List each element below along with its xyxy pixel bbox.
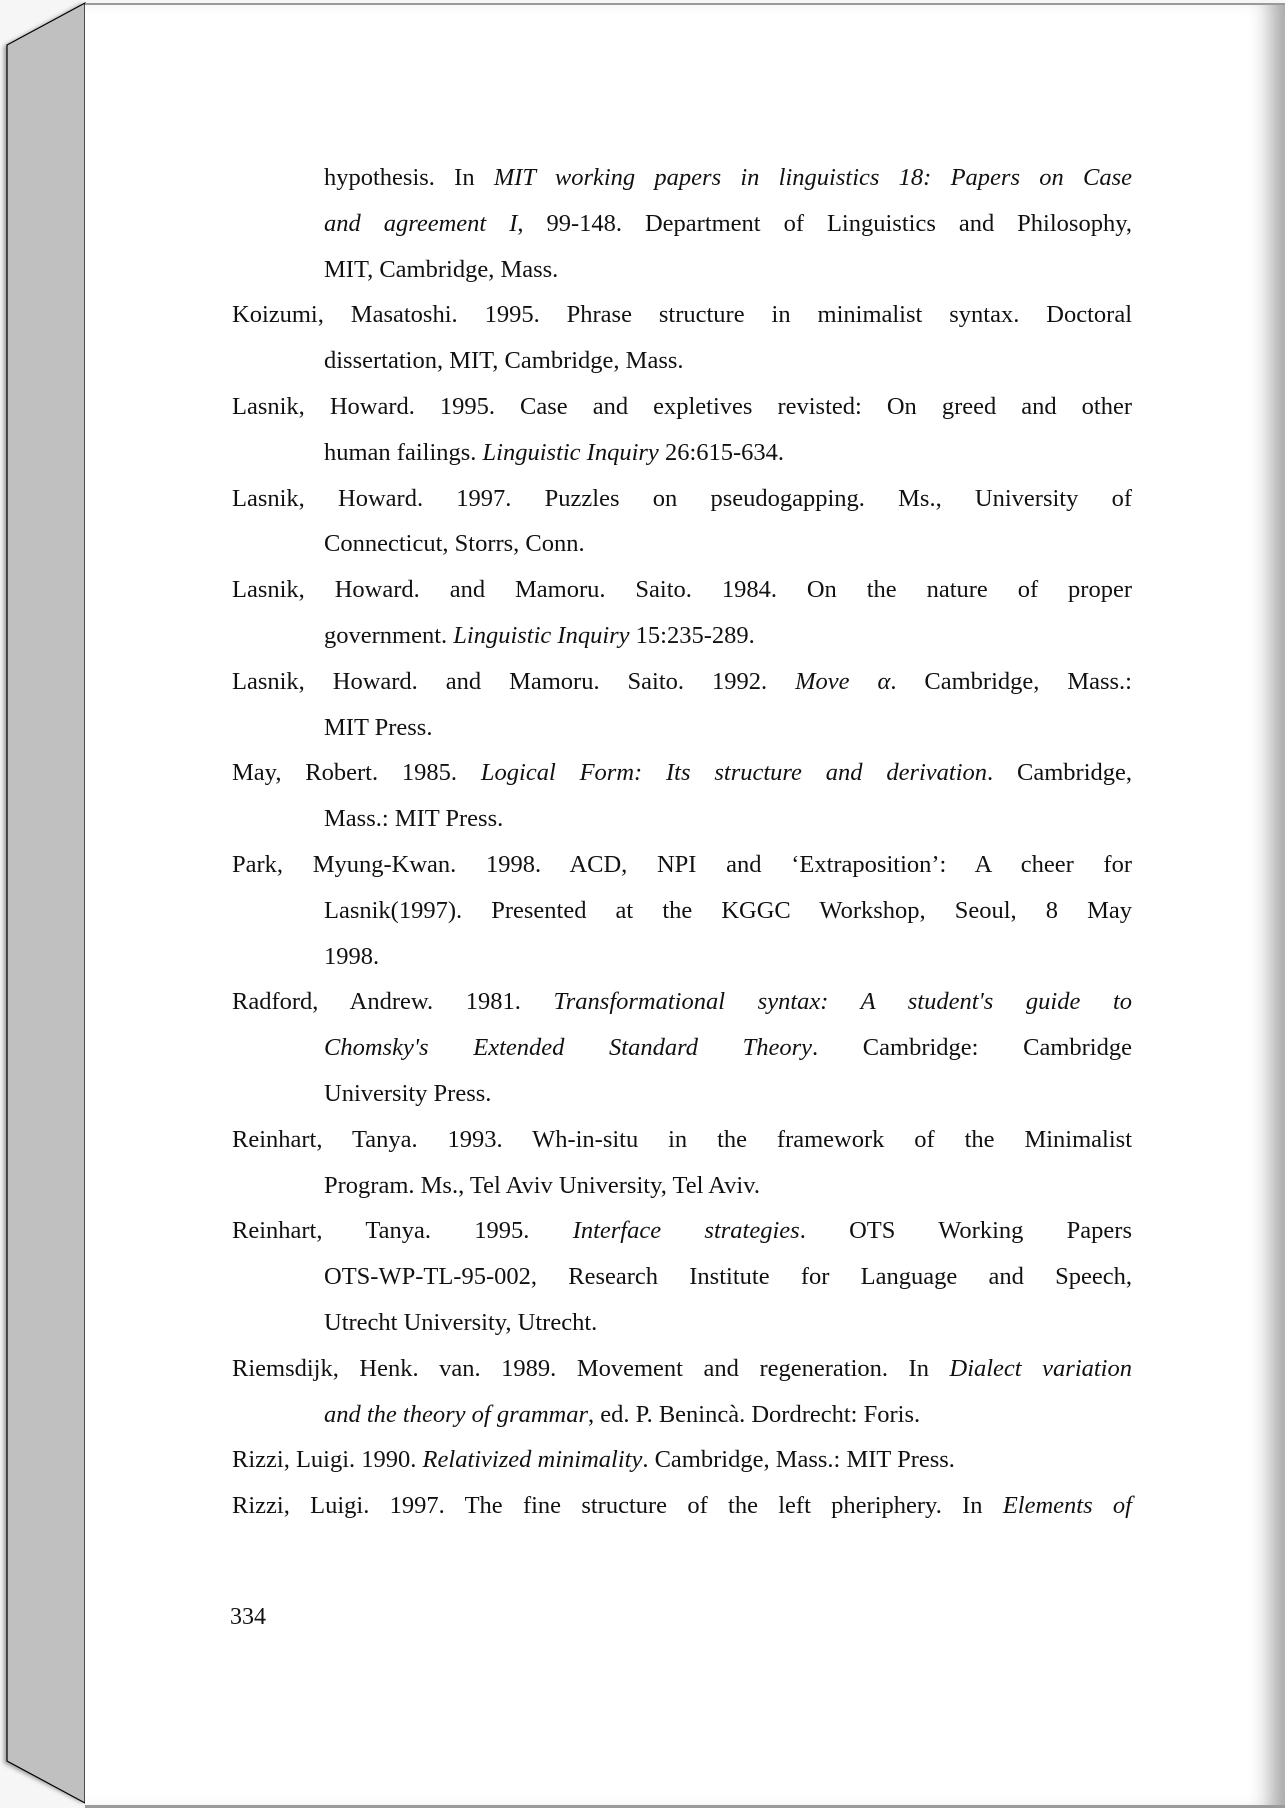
text-segment: Radford, Andrew. 1981. [232, 988, 554, 1016]
text-segment: Riemsdijk, Henk. van. 1989. Movement and regeneration. In [232, 1354, 950, 1382]
text-segment: May, Robert. 1985. [232, 759, 481, 787]
reference-line [232, 292, 1132, 338]
italic-title: Interface strategies [572, 1217, 800, 1245]
reference-entry [232, 979, 1132, 1116]
reference-line [324, 888, 1132, 934]
text-segment: Park, Myung-Kwan. 1998. ACD, NPI and ‘Extraposition’: A cheer for [232, 850, 1132, 878]
text-segment: MIT, Cambridge, Mass. [324, 255, 559, 283]
text-segment: . Cambridge: Cambridge [812, 1034, 1132, 1062]
italic-title: MIT working papers in linguistics 18: Papers on Case [493, 164, 1132, 191]
text-segment: Rizzi, Luigi. 1990. [232, 1446, 423, 1474]
text-segment: , 99-148. Department of Linguistics and Philosophy, [517, 209, 1132, 237]
reference-list [232, 155, 1132, 1529]
reference-line [324, 247, 1132, 293]
text-segment: human failings. [324, 438, 483, 466]
reference-line [324, 1025, 1132, 1071]
italic-title: Chomsky's Extended Standard Theory [324, 1034, 813, 1062]
reference-line [232, 842, 1132, 888]
reference-entry [232, 659, 1132, 751]
italic-title: Relativized minimality [422, 1446, 643, 1474]
italic-title: Logical Form: Its structure and derivation [480, 759, 988, 787]
text-segment: , ed. P. Benincà. Dordrecht: Foris. [588, 1400, 921, 1428]
reference-line [232, 750, 1132, 796]
text-segment: Rizzi, Luigi. 1997. The fine structure of the left pheriphery. In [232, 1492, 1003, 1520]
italic-title: and the theory of grammar [324, 1400, 589, 1428]
reference-entry [232, 292, 1132, 384]
text-segment: Utrecht University, Utrecht. [324, 1308, 598, 1336]
reference-entry [232, 842, 1132, 979]
text-segment: 26:615-634. [658, 438, 785, 466]
reference-entry [232, 155, 1132, 292]
reference-line [232, 384, 1132, 430]
text-segment: 15:235-289. [629, 621, 755, 649]
italic-title: Linguistic Inquiry [453, 621, 630, 649]
reference-line [232, 1208, 1132, 1254]
reference-line [232, 476, 1132, 522]
reference-line [232, 659, 1132, 705]
text-segment: . Cambridge, Mass.: MIT Press. [642, 1446, 955, 1474]
reference-line [324, 705, 1132, 751]
text-segment: MIT Press. [324, 713, 433, 741]
reference-line [324, 796, 1132, 842]
text-segment: Mass.: MIT Press. [324, 805, 504, 833]
text-segment: Connecticut, Storrs, Conn. [324, 530, 585, 558]
reference-line [324, 338, 1132, 384]
reference-entry [232, 1483, 1132, 1529]
reference-line [324, 201, 1132, 247]
page-number: 334 [230, 1604, 266, 1630]
text-segment: Lasnik, Howard. 1997. Puzzles on pseudogapping. Ms., University of [232, 484, 1132, 512]
reference-line [324, 1254, 1132, 1300]
reference-line [324, 1163, 1132, 1209]
text-segment: Reinhart, Tanya. 1993. Wh-in-situ in the framework of the Minimalist [232, 1125, 1132, 1153]
reference-entry [232, 476, 1132, 568]
reference-line [324, 934, 1132, 980]
text-segment: . Cambridge, Mass.: [890, 667, 1132, 695]
text-segment: dissertation, MIT, Cambridge, Mass. [324, 347, 684, 375]
text-segment: University Press. [324, 1079, 492, 1107]
text-segment: . Cambridge, [987, 759, 1132, 787]
text-segment: Lasnik, Howard. 1995. Case and expletives revisted: On greed and other [232, 392, 1132, 420]
text-segment: Program. Ms., Tel Aviv University, Tel Aviv. [324, 1171, 760, 1199]
reference-entry [232, 567, 1132, 659]
reference-line [232, 1483, 1132, 1529]
italic-title: and agreement I [324, 209, 518, 237]
italic-title: Transformational syntax: A student's guide to [553, 988, 1132, 1016]
reference-line [232, 567, 1132, 613]
text-segment: 1998. [324, 942, 380, 970]
reference-line [324, 430, 1132, 476]
text-segment: government. [324, 621, 454, 649]
text-segment: Reinhart, Tanya. 1995. [232, 1217, 573, 1245]
reference-line [324, 1300, 1132, 1346]
reference-entry [232, 1117, 1132, 1209]
reference-entry [232, 1346, 1132, 1438]
italic-title: Dialect variation [949, 1354, 1132, 1382]
reference-entry [232, 384, 1132, 476]
reference-line [324, 1071, 1132, 1117]
text-segment: Lasnik, Howard. and Mamoru. Saito. 1992. [232, 667, 796, 695]
text-segment: . OTS Working Papers [799, 1217, 1132, 1245]
italic-title: Linguistic Inquiry [482, 438, 659, 466]
text-segment: OTS-WP-TL-95-002, Research Institute for Language and Speech, [324, 1263, 1132, 1291]
text-segment: Koizumi, Masatoshi. 1995. Phrase structure in minimalist syntax. Doctoral [232, 301, 1132, 329]
reference-line [324, 521, 1132, 567]
reference-entry [232, 1437, 1132, 1483]
text-segment: Lasnik, Howard. and Mamoru. Saito. 1984. On the nature of proper [232, 576, 1132, 604]
text-segment: hypothesis. In [324, 164, 494, 191]
reference-line [232, 1346, 1132, 1392]
italic-title: Move α [795, 667, 891, 695]
reference-line [232, 979, 1132, 1025]
reference-line [324, 613, 1132, 659]
text-segment: Lasnik(1997). Presented at the KGGC Workshop, Seoul, 8 May [324, 896, 1132, 924]
reference-line [324, 1392, 1132, 1438]
reference-entry [232, 750, 1132, 842]
reference-line [232, 1117, 1132, 1163]
reference-line [324, 155, 1132, 201]
reference-entry [232, 1208, 1132, 1345]
reference-line [232, 1437, 1132, 1483]
italic-title: Elements of [1002, 1492, 1132, 1520]
